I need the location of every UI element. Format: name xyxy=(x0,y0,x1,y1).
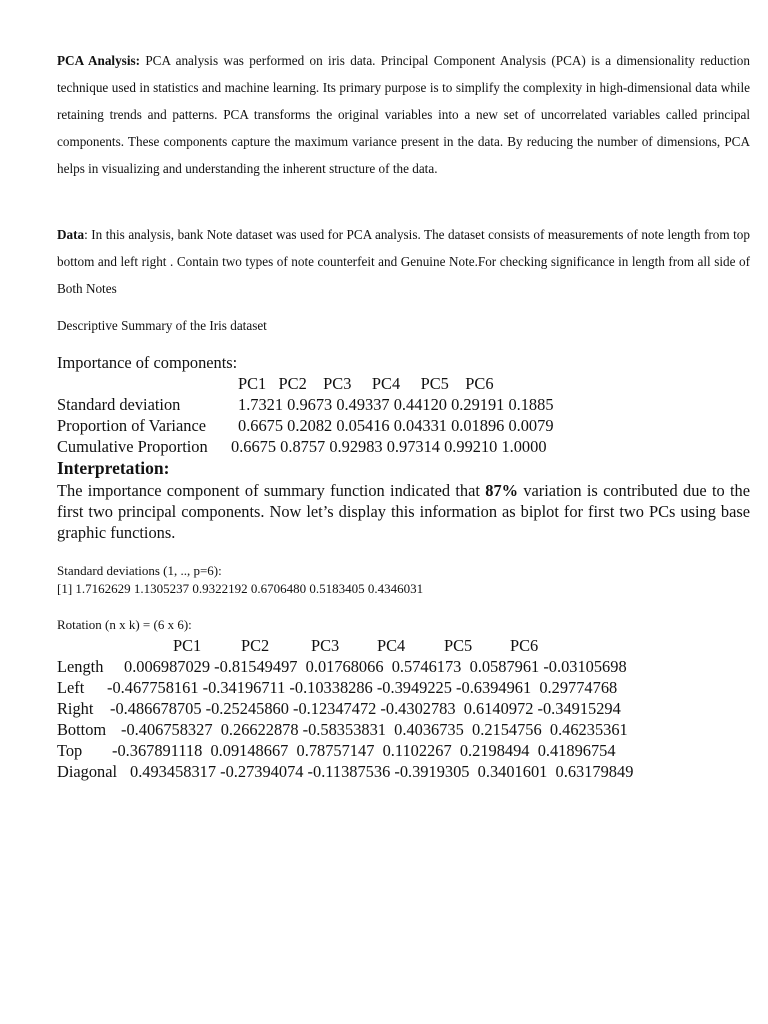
interpretation-heading: Interpretation: xyxy=(57,458,170,478)
rotation-row xyxy=(57,698,757,719)
data-text: : In this analysis, bank Note dataset was used for PCA analysis. The dataset consists of measurements of note length from top bottom and left right . Contain two types of note counterfeit and Genuine Note.For checking significance in length from all side of Both Notes xyxy=(57,227,750,296)
importance-row xyxy=(57,415,757,436)
importance-row-label: Cumulative Proportion xyxy=(57,437,208,456)
rotation-row-name: Right xyxy=(57,699,94,718)
std-dev-label: Standard deviations (1, .., p=6): xyxy=(57,563,222,578)
std-dev-values: [1] 1.7162629 1.1305237 0.9322192 0.6706480 0.5183405 0.4346031 xyxy=(57,581,424,596)
rotation-row-name: Top xyxy=(57,741,83,760)
rotation-row-values: -0.406758327 0.26622878 -0.58353831 0.4036735 0.2154756 0.46235361 xyxy=(121,720,628,739)
rotation-column-header: PC1 xyxy=(173,636,202,655)
rotation-row xyxy=(57,719,757,740)
importance-row-values: 1.7321 0.9673 0.49337 0.44120 0.29191 0.1885 xyxy=(238,395,554,414)
interpretation-percent: 87% xyxy=(485,481,519,500)
rotation-column-header: PC4 xyxy=(377,636,406,655)
rotation-row xyxy=(57,677,757,698)
rotation-row xyxy=(57,740,757,761)
rotation-column-header: PC5 xyxy=(444,636,473,655)
data-lead: Data xyxy=(57,227,85,242)
rotation-label: Rotation (n x k) = (6 x 6): xyxy=(57,617,192,632)
summary-caption: Descriptive Summary of the Iris dataset xyxy=(57,318,267,333)
rotation-column-header: PC6 xyxy=(510,636,539,655)
rotation-row xyxy=(57,761,757,782)
interpretation-text xyxy=(57,480,750,543)
importance-header-row xyxy=(57,373,757,394)
rotation-row-values: -0.486678705 -0.25245860 -0.12347472 -0.4302783 0.6140972 -0.34915294 xyxy=(110,699,621,718)
rotation-row-values: 0.493458317 -0.27394074 -0.11387536 -0.3919305 0.3401601 0.63179849 xyxy=(130,762,634,781)
interpretation-text-end: variation is contributed due to the first two principal components. Now let’s display this information as biplot for first two PCs using base graphic functions. xyxy=(57,481,751,542)
interpretation-text-start: The importance component of summary function indicated that xyxy=(57,481,486,500)
importance-column-headers: PC1 PC2 PC3 PC4 PC5 PC6 xyxy=(238,374,494,393)
pca-analysis-text: PCA analysis was performed on iris data. Principal Component Analysis (PCA) is a dimensionality reduction technique used in statistics and machine learning. Its primary purpose is to simplify the complexity in high-dimensional data while retaining trends and patterns. PCA transforms the original variables into a new set of uncorrelated variables called principal components. These components capture the maximum variance present in the data. By reducing the number of dimensions, PCA helps in visualizing and understanding the inherent structure of the data. xyxy=(57,53,750,176)
importance-row xyxy=(57,436,757,457)
importance-row-values: 0.6675 0.8757 0.92983 0.97314 0.99210 1.0000 xyxy=(231,437,547,456)
importance-row xyxy=(57,394,757,415)
rotation-row-name: Length xyxy=(57,657,104,676)
rotation-row-name: Diagonal xyxy=(57,762,118,781)
rotation-column-header: PC3 xyxy=(311,636,340,655)
rotation-row xyxy=(57,656,757,677)
pca-analysis-paragraph xyxy=(57,47,750,182)
rotation-column-header: PC2 xyxy=(241,636,270,655)
importance-heading: Importance of components: xyxy=(57,353,238,372)
importance-row-values: 0.6675 0.2082 0.05416 0.04331 0.01896 0.0079 xyxy=(238,416,554,435)
rotation-row-values: 0.006987029 -0.81549497 0.01768066 0.5746173 0.0587961 -0.03105698 xyxy=(124,657,627,676)
importance-row-label: Proportion of Variance xyxy=(57,416,206,435)
importance-row-label: Standard deviation xyxy=(57,395,181,414)
data-paragraph xyxy=(57,221,750,302)
rotation-row-values: -0.467758161 -0.34196711 -0.10338286 -0.3949225 -0.6394961 0.29774768 xyxy=(107,678,618,697)
pca-analysis-lead: PCA Analysis: xyxy=(57,53,141,68)
rotation-row-name: Bottom xyxy=(57,720,107,739)
rotation-row-name: Left xyxy=(57,678,85,697)
rotation-row-values: -0.367891118 0.09148667 0.78757147 0.1102267 0.2198494 0.41896754 xyxy=(112,741,616,760)
